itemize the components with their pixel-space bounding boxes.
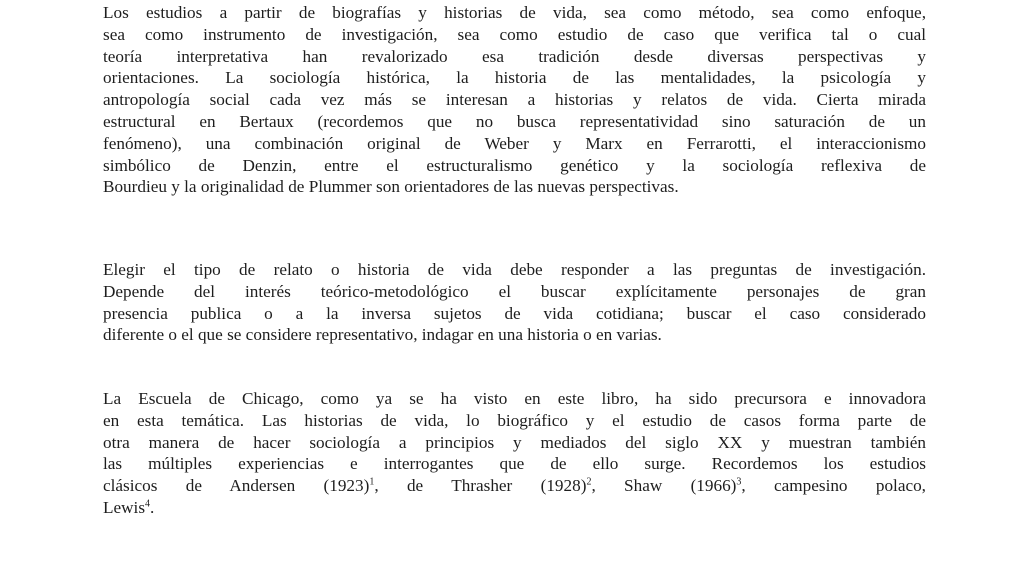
- citation-thrasher: , de Thrasher (1928): [374, 476, 587, 496]
- text-line: orientaciones. La sociología histórica, la historia de las mentalidades, la psicología y: [103, 68, 926, 88]
- citation-shaw: , Shaw (1966): [591, 476, 737, 496]
- text-line: simbólico de Denzin, entre el estructuralismo genético y la sociología reflexiva de: [103, 155, 926, 175]
- text-line: las múltiples experiencias e interrogantes que de ello surge. Recordemos los estudios: [103, 454, 926, 474]
- text-line: Elegir el tipo de relato o historia de vida debe responder a las preguntas de investigación.: [103, 260, 926, 279]
- paragraph-2: [103, 259, 926, 346]
- sentence-end: .: [150, 497, 155, 517]
- text-line: La Escuela de Chicago, como ya se ha visto en este libro, ha sido precursora e innovadora: [103, 389, 926, 408]
- text-line: Los estudios a partir de biografías y historias de vida, sea como método, sea como enfoque,: [103, 3, 926, 22]
- text-line: Depende del interés teórico-metodológico el buscar explícitamente personajes de gran: [103, 281, 926, 301]
- citation-tail: , campesino polaco,: [741, 476, 926, 496]
- text-line: teoría interpretativa han revalorizado esa tradición desde diversas perspectivas y: [103, 46, 926, 66]
- footnote-marker: 4: [145, 498, 151, 510]
- text-line: presencia publica o a la inversa sujetos de vida cotidiana; buscar el caso considerado: [103, 303, 926, 323]
- citation-line: [103, 475, 926, 497]
- paragraph-1: [103, 2, 926, 198]
- text-line: estructural en Bertaux (recordemos que no busca representatividad sino saturación de un: [103, 111, 926, 131]
- citation-lewis: Lewis: [103, 497, 146, 517]
- text-line: Bourdieu y la originalidad de Plummer son orientadores de las nuevas perspectivas.: [103, 177, 679, 197]
- text-line: [103, 497, 926, 519]
- document-page: [103, 0, 926, 585]
- text-line: fenómeno), una combinación original de Weber y Marx en Ferrarotti, el interaccionismo: [103, 133, 926, 153]
- text-line: antropología social cada vez más se interesan a historias y relatos de vida. Cierta mirada: [103, 90, 926, 110]
- text-line: sea como instrumento de investigación, sea como estudio de caso que verifica tal o cual: [103, 24, 926, 44]
- text-line: diferente o el que se considere representativo, indagar en una historia o en varias.: [103, 325, 662, 345]
- footnote-marker: 2: [586, 476, 592, 488]
- citation-andersen: clásicos de Andersen (1923): [103, 476, 370, 496]
- text-line: otra manera de hacer sociología a principios y mediados del siglo XX y muestran también: [103, 432, 926, 452]
- footnote-marker: 1: [369, 476, 375, 488]
- footnote-marker: 3: [736, 476, 742, 488]
- text-line: en esta temática. Las historias de vida, lo biográfico y el estudio de casos forma parte de: [103, 410, 926, 430]
- paragraph-3: [103, 388, 926, 519]
